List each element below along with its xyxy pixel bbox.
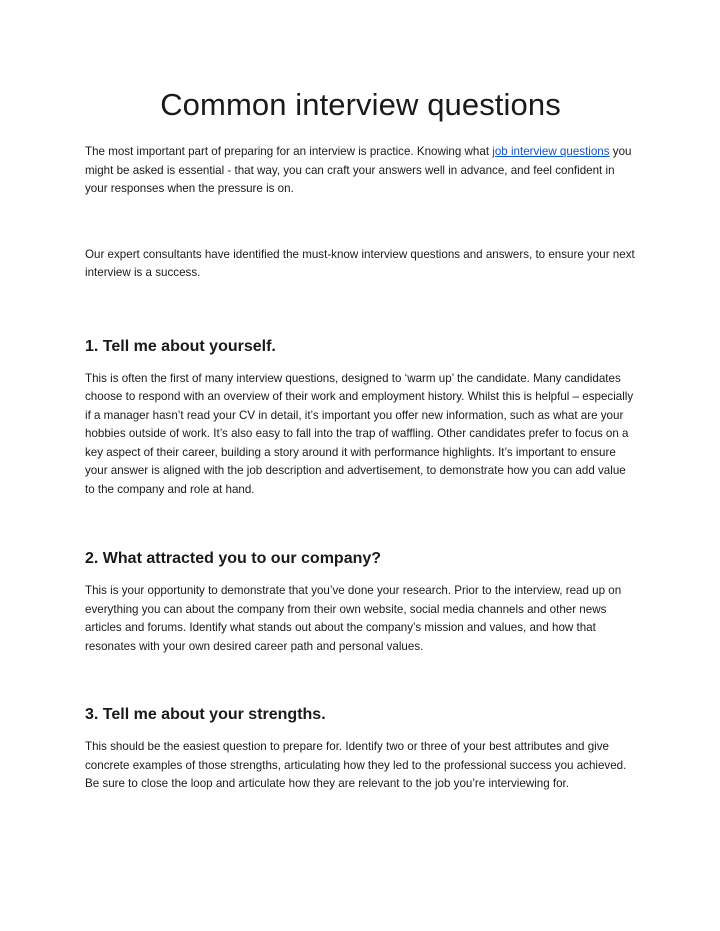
intro-text-start: The most important part of preparing for an interview is practice. Knowing what (85, 145, 493, 158)
intro-paragraph-2: Our expert consultants have identified the must-know interview questions and answers, to ensure your next interview is a success. (85, 247, 635, 279)
section-body-3: This should be the easiest question to prepare for. Identify two or three of your best attributes and give concrete examples of those strengths, articulating how they led to the professional success you achieved. Be sure to close the loop and articulate how they are relevant to the job you’re interviewing for. (85, 740, 627, 790)
section-heading-2: 2. What attracted you to our company? (85, 550, 382, 567)
section-heading-1: 1. Tell me about yourself. (85, 337, 276, 355)
section-body-1: This is often the first of many interview questions, designed to ‘warm up’ the candidate. Many candidates choose to respond with an overview of their work and employment history. Whilst this is helpful – especially if a manager hasn’t read your CV in detail, it’s important you offer new information, such as what are your hobbies outside of work. It’s also easy to fall into the trap of waffling. Other candidates prefer to focus on a key aspect of their career, building a story around it with performance highlights. It’s important to ensure your answer is aligned with the job description and advertisement, to demonstrate how you can add value to the company and role at hand. (85, 371, 634, 496)
job-interview-questions-link[interactable]: job interview questions (492, 145, 610, 158)
section-heading-3: 3. Tell me about your strengths. (85, 706, 326, 723)
intro-paragraph-1 (85, 143, 636, 199)
intro-text-end: you might be asked is essential - that way, you can craft your answers well in advance, and feel confident in your responses when the pressure is on. (85, 145, 632, 195)
page-title: Common interview questions (160, 87, 561, 122)
section-body-2: This is your opportunity to demonstrate that you’ve done your research. Prior to the interview, read up on everything you can about the company from their own website, social media channels and other news articles and forums. Identify what stands out about the company’s mission and values, and how that resonates with your own desired career path and personal values. (85, 584, 622, 653)
